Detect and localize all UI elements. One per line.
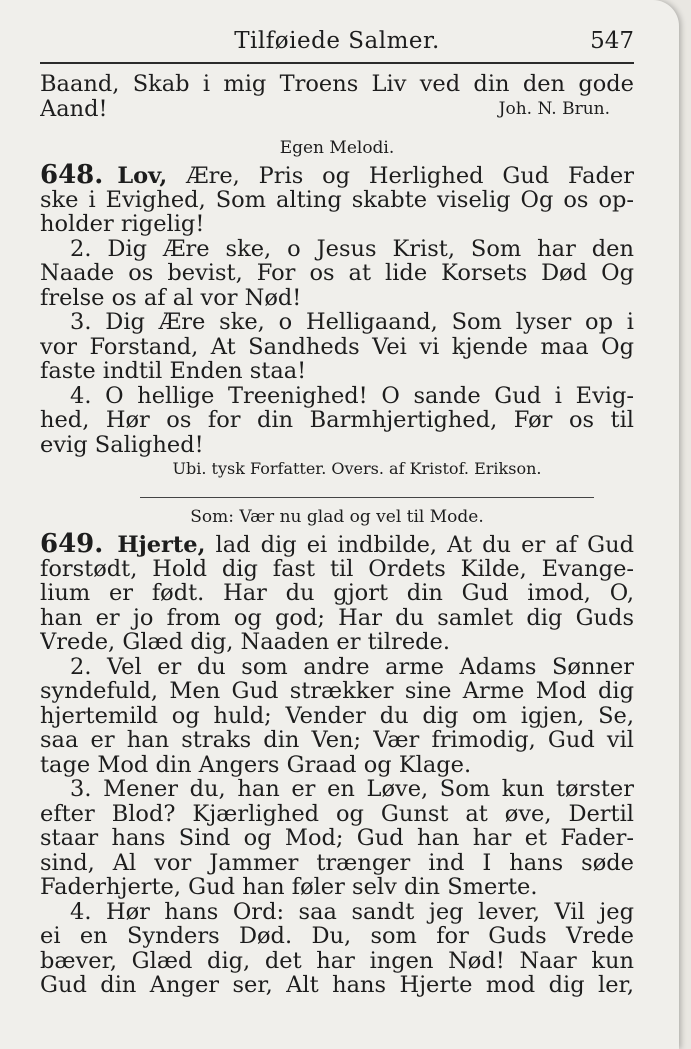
page-content <box>40 0 634 998</box>
verse-line: Naade os bevist, For os at lide Korsets Død Og <box>40 261 634 286</box>
page-header <box>40 0 634 64</box>
verse-line: 2. Dig Ære ske, o Jesus Krist, Som har den <box>70 236 634 261</box>
verse-line: vor Forstand, At Sandheds Vei vi kjende maa Og <box>40 334 634 359</box>
running-title: Tilføiede Salmer. <box>234 28 440 54</box>
verse-line: tage Mod din Angers Graad og Klage. <box>40 752 472 777</box>
verse-line: ske i Evighed, Som alting skabte viselig Og os op- <box>40 187 634 212</box>
verse-line: saa er han straks din Ven; Vær frimodig, Gud vil <box>40 728 634 753</box>
verse-line: 2. Vel er du som andre arme Adams Sønner <box>70 654 634 679</box>
verse-line: faste indtil Enden staa! <box>40 359 307 384</box>
verse-line: 3. Mener du, han er en Løve, Som kun tørster <box>70 777 634 802</box>
hymn-number: 649. <box>40 532 104 557</box>
carryover-line: Baand, Skab i mig Troens Liv ved din den gode <box>40 72 634 97</box>
verse-line: Gud din Anger ser, Alt hans Hjerte mod dig ler, <box>40 973 634 998</box>
verse-line: 4. O hellige Treenighed! O sande Gud i Evig- <box>70 383 634 408</box>
hymn-number: 648. <box>40 163 104 188</box>
hymn-melody: Som: Vær nu glad og vel til Mode. <box>190 507 484 527</box>
verse-line: holder rigelig! <box>40 212 205 237</box>
hymn-divider <box>140 487 594 498</box>
verse-line: Ære, Pris og Herlighed Gud Fader <box>186 163 634 188</box>
verse-line: Vrede, Glæd dig, Naaden er tilrede. <box>40 630 450 655</box>
carryover-last-line <box>40 97 634 122</box>
verse-line: forstødt, Hold dig fast til Ordets Kilde, Evange- <box>40 556 634 581</box>
verse-line: hed, Hør os for din Barmhjertighed, Før os til <box>40 408 634 433</box>
carryover-line: Aand! <box>40 96 108 121</box>
verse-line: lad dig ei indbilde, At du er af Gud <box>215 532 634 557</box>
hymn-first-word: Hjerte, <box>117 532 206 557</box>
verse-line: han er jo from og god; Har du samlet dig Guds <box>40 605 634 630</box>
page-body <box>40 64 634 998</box>
verse-line: lium er født. Har du gjort din Gud imod, O, <box>40 581 634 606</box>
verse-line: frelse os af al vor Nød! <box>40 285 302 310</box>
verse-line: efter Blod? Kjærlighed og Gunst at øve, Dertil <box>40 801 634 826</box>
verse-line: sind, Al vor Jammer trænger ind I hans søde <box>40 850 634 875</box>
verse-line: staar hans Sind og Mod; Gud han har et Fader- <box>40 826 634 851</box>
verse-line: hjertemild og huld; Vender du dig om igjen, Se, <box>40 703 634 728</box>
hymn-attribution: Joh. N. Brun. <box>498 98 610 119</box>
verse-line: syndefuld, Men Gud strækker sine Arme Mod dig <box>40 679 634 704</box>
verse-line: Faderhjerte, Gud han føler selv din Smerte. <box>40 875 538 900</box>
verse-line: ei en Synders Død. Du, som for Guds Vrede <box>40 924 634 949</box>
hymn-first-line <box>40 163 634 188</box>
verse-line: evig Salighed! <box>40 432 204 457</box>
hymn-attribution: Ubi. tysk Forfatter. Overs. af Kristof. Erikson. <box>172 459 542 478</box>
hymn-first-word: Lov, <box>117 163 168 188</box>
verse-line: bæver, Glæd dig, det har ingen Nød! Naar kun <box>40 948 634 973</box>
page-number: 547 <box>590 28 634 54</box>
hymn-first-line <box>40 532 634 557</box>
verse-line: 4. Hør hans Ord: saa sandt jeg lever, Vil jeg <box>70 899 634 924</box>
hymn-melody: Egen Melodi. <box>279 138 395 158</box>
verse-line: 3. Dig Ære ske, o Helligaand, Som lyser op i <box>70 310 634 335</box>
